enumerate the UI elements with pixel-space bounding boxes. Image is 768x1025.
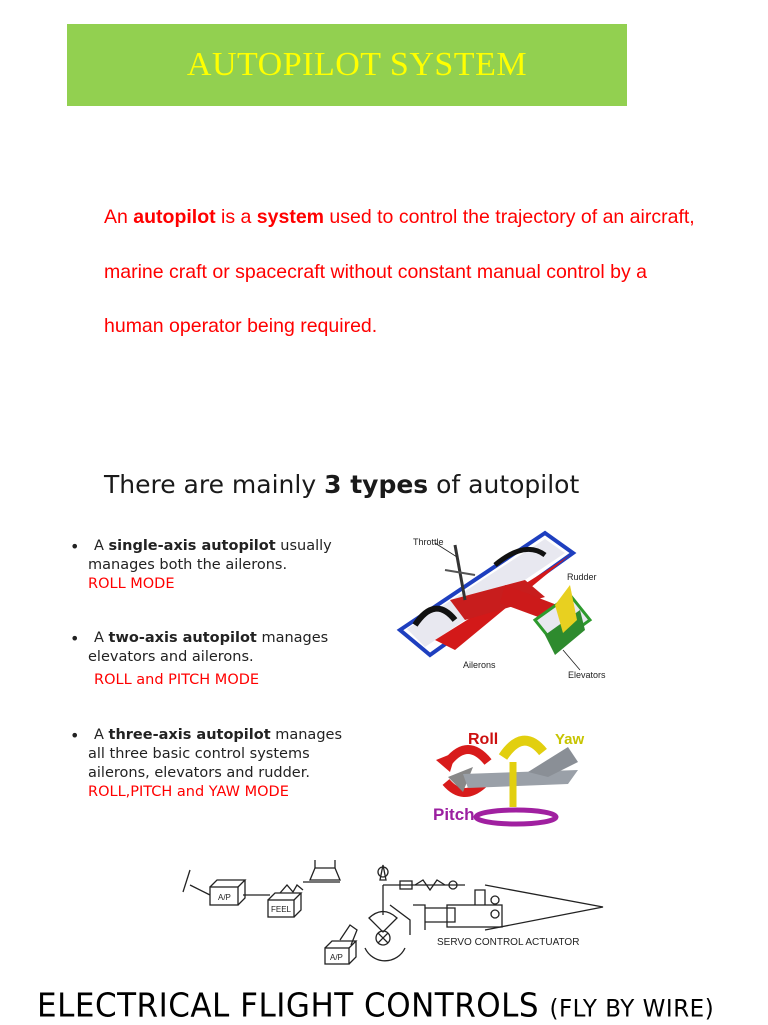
roll-pitch-yaw-illustration [428,722,598,832]
pitch-label: Pitch [433,805,475,824]
bullet-mode: ROLL,PITCH and YAW MODE [88,784,289,800]
servo-label: SERVO CONTROL ACTUATOR [437,937,580,948]
definition-bold-autopilot: autopilot [133,206,216,228]
fly-by-wire-main: ELECTRICAL FLIGHT CONTROLS [37,987,550,1025]
elevators-label: Elevators [568,670,606,680]
fly-by-wire-sub: (FLY BY WIRE) [549,995,715,1023]
bullet-line: manages both the ailerons. [88,557,288,573]
bullet-line: elevators and ailerons. [88,649,254,665]
fly-by-wire-caption [37,987,714,1025]
ailerons-label: Ailerons [463,660,496,670]
bullet-text: A [94,538,109,554]
bullet-bold: two-axis autopilot [108,630,257,646]
definition-text: An [104,206,134,228]
title-banner [67,24,627,106]
bullet-text: A [94,630,109,646]
throttle-label: Throttle [413,537,444,547]
bullet-dot: • [70,537,80,556]
feel-label: FEEL [271,905,292,914]
bullet-mode: ROLL and PITCH MODE [94,672,260,688]
bullet-bold: single-axis autopilot [108,538,276,554]
definition-paragraph [104,190,704,354]
bullet-dot: • [70,629,80,648]
types-heading [104,470,579,499]
ap-label-2: A/P [330,953,343,962]
roll-label: Roll [468,731,499,748]
yaw-label: Yaw [555,731,585,748]
bullet-text: manages [270,727,342,743]
definition-bold-system: system [256,206,325,228]
rudder-label: Rudder [567,572,597,582]
page-title: AUTOPILOT SYSTEM [186,46,528,83]
types-heading-bold: 3 types [324,470,429,499]
types-heading-text: There are mainly [104,470,325,499]
bullet-line: ailerons, elevators and rudder. [88,765,310,781]
airplane-illustration [395,525,610,685]
bullet-text: A [94,727,109,743]
definition-text: is a [215,206,257,228]
bullet-text: manages [256,630,329,646]
bullet-mode: ROLL MODE [88,576,175,592]
bullet-dot: • [70,726,80,745]
bullet-line: all three basic control systems [88,746,310,762]
fly-by-wire-diagram [175,860,615,975]
bullet-text: usually [275,538,332,554]
bullet-bold: three-axis autopilot [108,727,271,743]
types-heading-text: of autopilot [428,470,580,499]
definition-text: used to control the trajectory of an aircraft, marine craft or spacecraft without constant manual control by a human operator being required. [104,206,695,337]
ap-label-1: A/P [218,893,231,902]
